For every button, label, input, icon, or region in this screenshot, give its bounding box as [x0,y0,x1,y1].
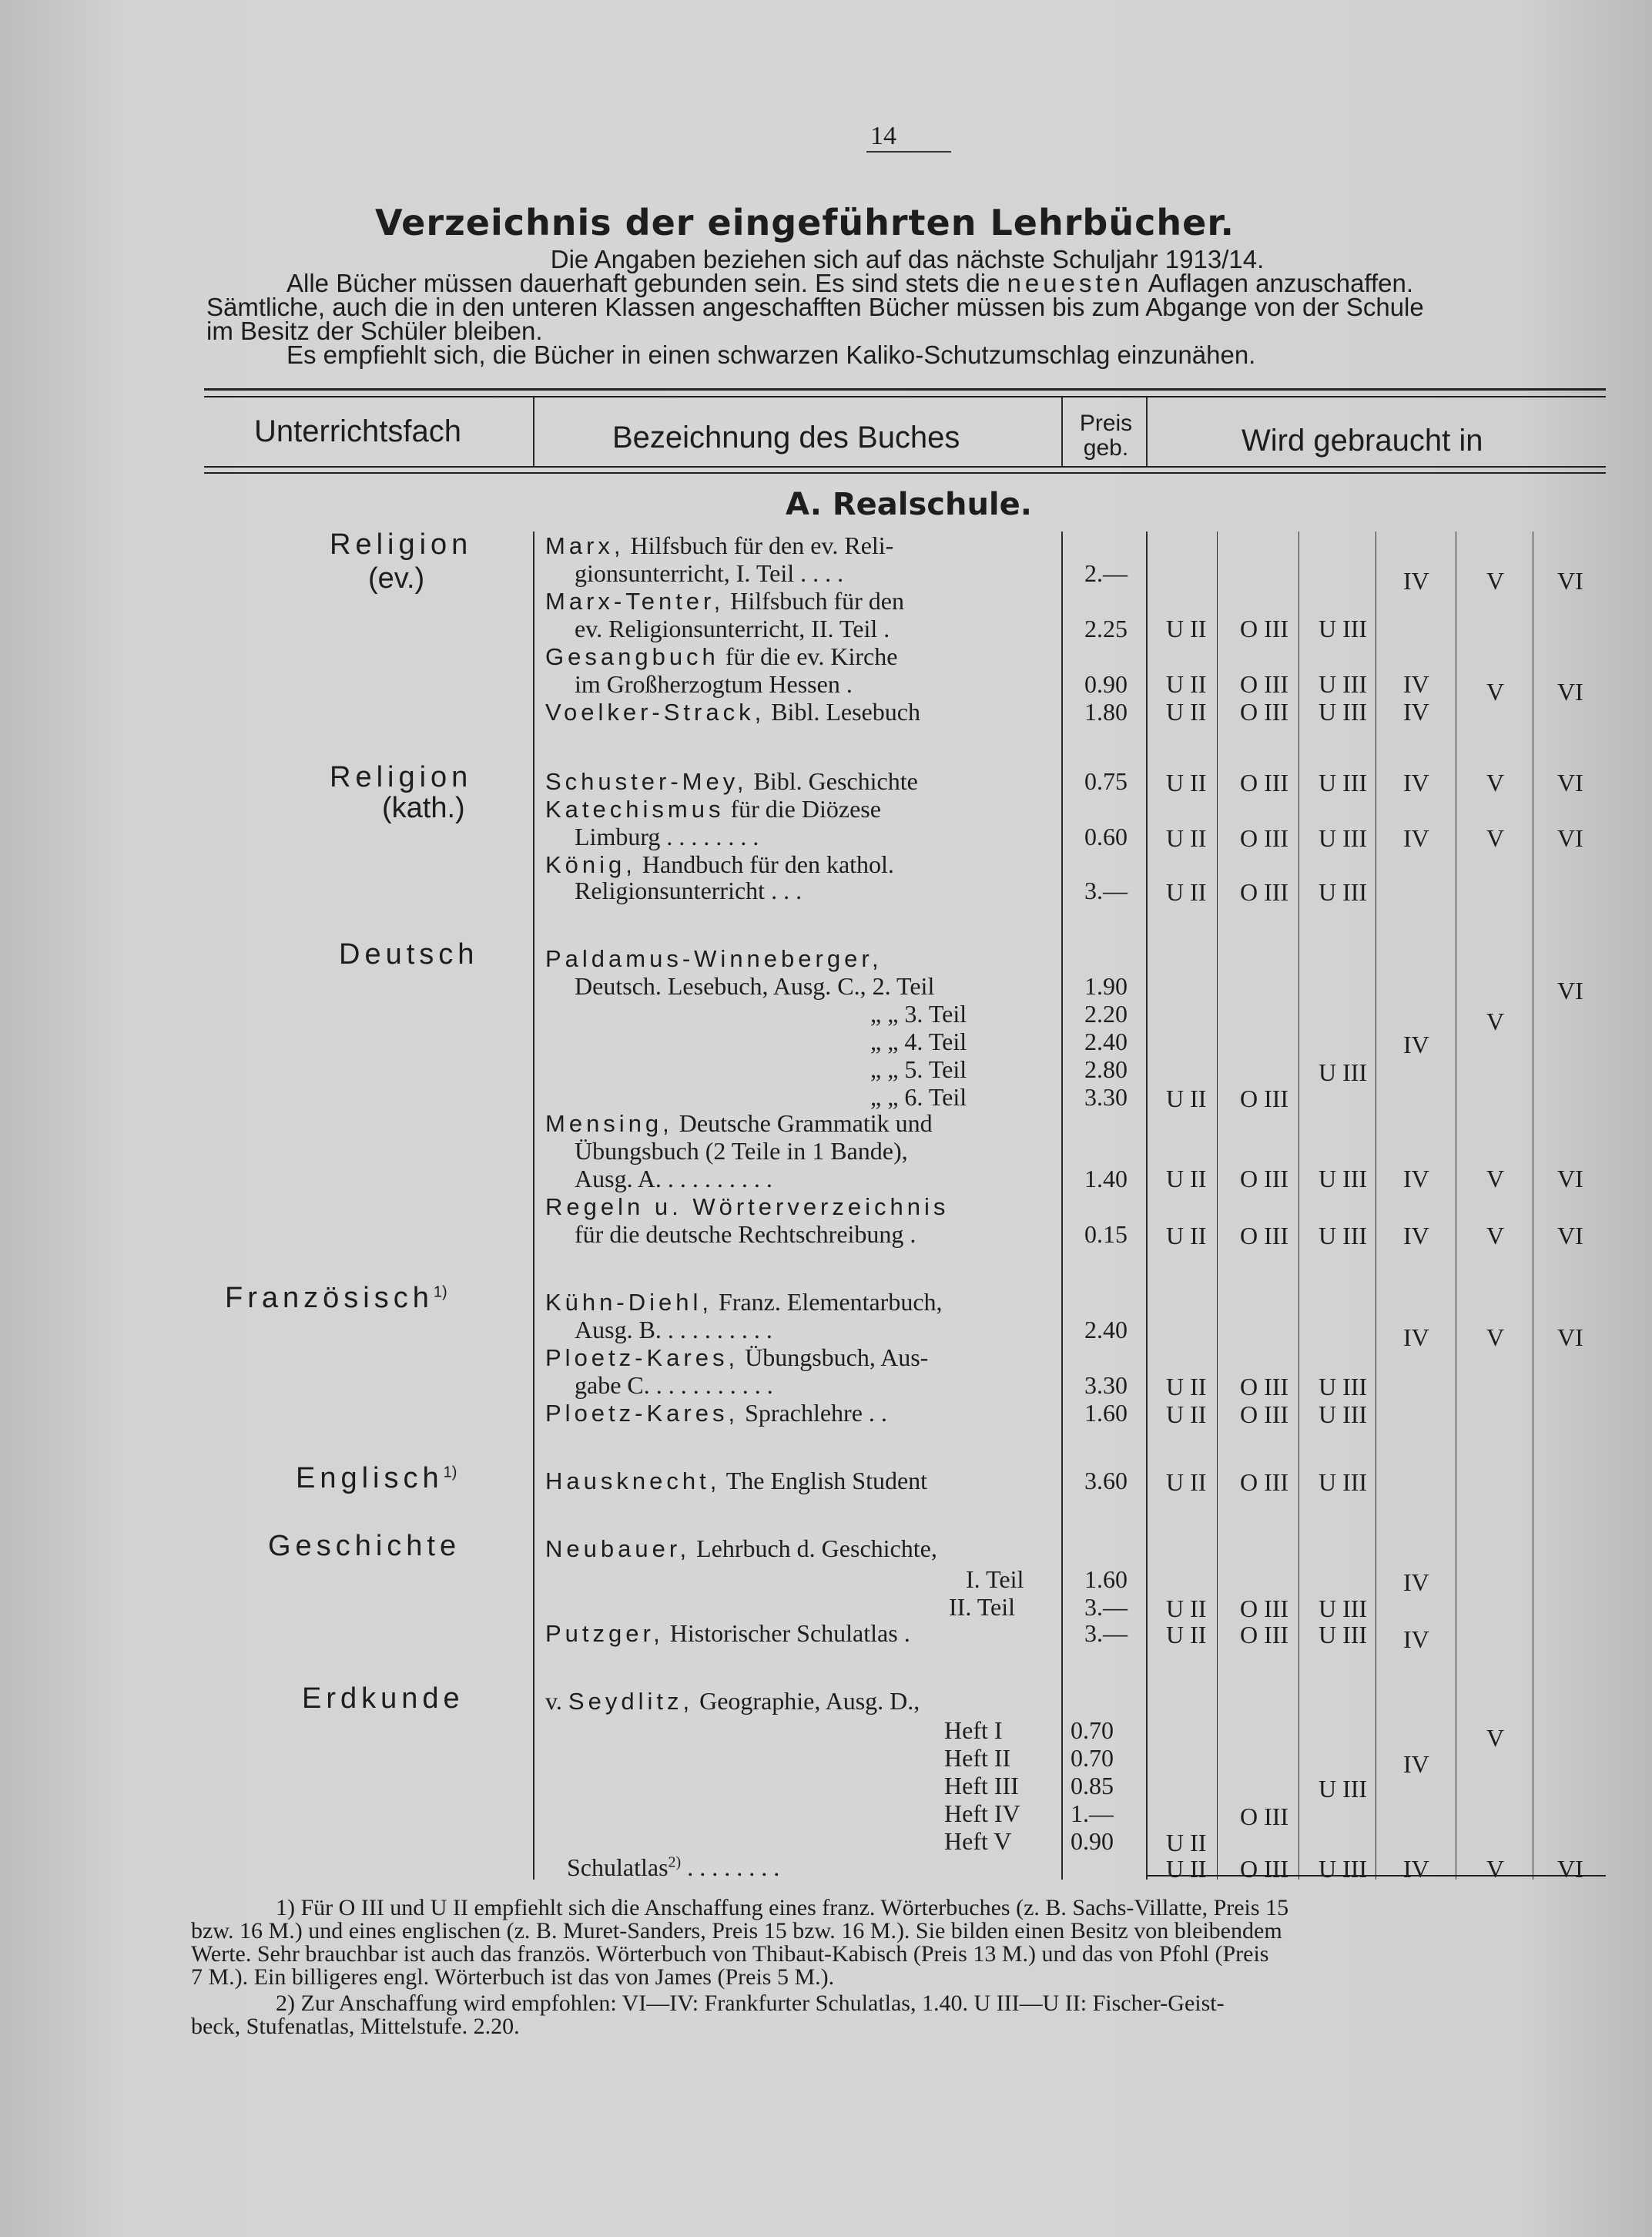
book-ploetz-kares-uebung [545,1343,928,1372]
book-marx-tenter-2: ev. Religionsunterricht, II. Teil . [575,615,890,642]
subject-englisch-sup: 1) [443,1464,457,1481]
class-iv: IV [1403,670,1429,698]
book-gesangbuch [545,642,897,671]
book-paldamus-author: Paldamus-Winneberger, [545,945,883,972]
book-putzger-title: Historischer Schulatlas . [663,1619,910,1647]
footnote-2-line-2: beck, Stufenatlas, Mittelstufe. 2.20. [191,2014,520,2039]
class-v: V [1486,1008,1505,1035]
class-uii: U II [1166,670,1207,698]
footnote-1-line-1: 1) Für O III und U II empfiehlt sich die Anschaffung eines franz. Wörterbuches (z. B. Sachs-Villatte, Preis 15 [276,1895,1289,1920]
book-marx-tenter-author: Marx-Tenter, [545,588,725,615]
class-v: V [1486,824,1505,852]
subject-franzoesisch-sup: 1) [433,1283,447,1301]
page-number: 14 [870,122,896,150]
class-iv: IV [1403,567,1429,595]
subject-englisch-text: Englisch [296,1462,444,1494]
class-uii: U II [1166,878,1207,906]
intro-line-3: Sämtliche, auch die in den unteren Klassen angeschafften Bücher müssen bis zum Abgange von der Schule [206,293,1424,321]
class-v: V [1486,1323,1505,1351]
book-putzger-author: Putzger, [545,1620,664,1647]
book-koenig-2: Religionsunterricht . . . [575,877,803,904]
price-katechismus: 0.60 [1084,823,1128,850]
header-price-2: geb. [1083,434,1129,461]
footnote-1-line-4: 7 M.). Ein billigeres engl. Wörterbuch ist das von James (Preis 5 M.). [191,1964,835,1990]
price-marx-tenter: 2.25 [1084,615,1128,642]
col-divider-subject [533,532,534,1880]
class-iv: IV [1403,769,1429,797]
class-vi: VI [1557,678,1583,706]
class-vi: VI [1557,977,1583,1004]
class-uiii: U III [1319,1595,1368,1622]
class-iv: IV [1403,824,1429,852]
page-number-rule [866,151,951,153]
header-bottom-rule [204,466,1606,468]
class-uii: U II [1166,1621,1207,1648]
col-divider-oiii [1298,532,1299,1880]
class-uii: U II [1166,824,1207,852]
price-neubauer-2: 3.— [1084,1593,1128,1621]
book-katechismus [545,795,881,823]
col-divider-book [1061,532,1063,1880]
book-ploetz-kares-uebung-title: Übungsbuch, Aus- [739,1343,929,1371]
subject-erdkunde: Erdkunde [302,1682,464,1715]
book-gesangbuch-author: Gesangbuch [545,643,719,670]
book-schuster-mey [545,767,918,796]
book-seydlitz-heft-2: Heft II [944,1744,1011,1772]
class-uiii: U III [1319,1222,1368,1249]
price-paldamus-2: 1.90 [1084,972,1128,1000]
header-subject: Unterrichtsfach [254,414,461,448]
class-oiii: O III [1240,1165,1289,1192]
price-kuehn-diehl: 2.40 [1084,1316,1128,1343]
class-iv: IV [1403,1031,1429,1058]
book-voelker-strack-title: Bibl. Lesebuch [765,698,920,726]
book-paldamus-3: „ „ 3. Teil [870,1000,967,1028]
intro-text [206,245,1608,369]
class-oiii: O III [1240,1803,1289,1830]
class-v: V [1486,678,1505,706]
col-divider-price [1146,532,1148,1880]
book-putzger [545,1619,910,1648]
price-koenig: 3.— [1084,877,1128,904]
class-iv: IV [1403,698,1429,726]
subject-deutsch: Deutsch [339,938,479,971]
book-kuehn-diehl-title: Franz. Elementarbuch, [712,1288,943,1316]
class-uii: U II [1166,1222,1207,1249]
price-paldamus-5: 2.80 [1084,1055,1128,1083]
book-regeln [545,1192,949,1221]
class-iv: IV [1403,1750,1429,1778]
class-oiii: O III [1240,1400,1289,1428]
class-oiii: O III [1240,1222,1289,1249]
footnote-1-line-2: bzw. 16 M.) und eines englischen (z. B. Muret-Sanders, Preis 15 bzw. 16 M.). Sie bilden einen Besitz von bleibendem [191,1918,1282,1944]
class-iv: IV [1403,1625,1429,1653]
book-mensing-title: Deutsche Grammatik und [672,1109,933,1137]
class-uiii: U III [1319,615,1368,642]
book-seydlitz-heft-4: Heft IV [944,1799,1020,1827]
class-uii: U II [1166,769,1207,797]
subject-religion-kath: Religion [330,761,473,793]
class-uiii: U III [1319,1400,1368,1428]
book-koenig [545,850,894,879]
book-ploetz-kares-sprach-title: Sprachlehre . . [739,1399,887,1427]
class-oiii: O III [1240,615,1289,642]
book-kuehn-diehl [545,1288,943,1316]
header-book: Bezeichnung des Buches [612,421,960,454]
book-marx-tenter-title: Hilfsbuch für den [724,587,904,615]
class-oiii: O III [1240,1595,1289,1622]
book-mensing-3: Ausg. A. . . . . . . . . . [575,1165,772,1192]
header-divider-2 [1061,397,1063,468]
intro-line-5: Es empfiehlt sich, die Bücher in einen schwarzen Kaliko-Schutzumschlag einzunähen. [287,340,1256,369]
book-seydlitz-heft-5: Heft V [944,1827,1012,1855]
book-gesangbuch-title: für die ev. Kirche [719,642,898,670]
book-neubauer-author: Neubauer, [545,1535,691,1562]
class-v: V [1486,1724,1505,1752]
header-price [1067,411,1144,460]
price-putzger: 3.— [1084,1619,1128,1647]
subject-religion-kath-2: (kath.) [382,792,465,824]
class-iv: IV [1403,1568,1429,1596]
class-iv: IV [1403,1323,1429,1351]
class-vi: VI [1557,1855,1583,1883]
class-uii: U II [1166,615,1207,642]
book-seydlitz-heft-1: Heft I [944,1716,1003,1744]
book-seydlitz-heft-3: Heft III [944,1772,1019,1799]
book-seydlitz-pre: v. [545,1687,568,1715]
section-title: A. Realschule. [786,487,1032,522]
book-hausknecht [545,1467,927,1495]
class-oiii: O III [1240,1373,1289,1400]
price-mensing: 1.40 [1084,1165,1128,1192]
book-ploetz-kares-sprach [545,1399,887,1427]
price-seydlitz-3: 0.85 [1071,1772,1114,1799]
book-neubauer-3: II. Teil [949,1593,1016,1621]
class-vi: VI [1557,1165,1583,1192]
table-bottom-rule [1146,1875,1606,1876]
book-kuehn-diehl-2: Ausg. B. . . . . . . . . . [575,1316,772,1343]
class-vi: VI [1557,769,1583,797]
book-neubauer-title: Lehrbuch d. Geschichte, [690,1534,937,1562]
price-seydlitz-1: 0.70 [1071,1716,1114,1744]
class-uiii: U III [1319,1058,1368,1086]
footnote-1 [191,1897,1631,1989]
book-regeln-author: Regeln u. Wörterverzeichnis [545,1193,950,1220]
header-divider-1 [533,397,534,468]
class-oiii: O III [1240,1085,1289,1112]
subject-religion-ev: Religion [330,528,473,561]
price-ploetz-kares-sprach: 1.60 [1084,1399,1128,1427]
book-koenig-author: König, [545,851,636,878]
class-uiii: U III [1319,1165,1368,1192]
book-paldamus-6: „ „ 6. Teil [870,1083,967,1111]
book-kuehn-diehl-author: Kühn-Diehl, [545,1289,712,1316]
book-marx-author: Marx, [545,532,625,559]
price-marx: 2.— [1084,559,1128,587]
header-used: Wird gebraucht in [1242,424,1483,458]
intro-line-2-emph: neuesten [1007,269,1143,297]
book-neubauer [545,1534,937,1563]
book-mensing-2: Übungsbuch (2 Teile in 1 Bande), [575,1137,908,1165]
book-paldamus-2: Deutsch. Lesebuch, Ausg. C., 2. Teil [575,972,935,1000]
page-title: Verzeichnis der eingeführten Lehrbücher. [375,202,1235,243]
book-voelker-strack [545,698,920,726]
book-seydlitz-title: Geographie, Ausg. D., [693,1687,920,1715]
class-uiii: U III [1319,1621,1368,1648]
class-v: V [1486,1165,1505,1192]
price-hausknecht: 3.60 [1084,1467,1128,1494]
price-paldamus-4: 2.40 [1084,1028,1128,1055]
book-paldamus-4: „ „ 4. Teil [870,1028,967,1055]
subject-franzoesisch [225,1282,447,1315]
price-seydlitz-5: 0.90 [1071,1827,1114,1855]
book-marx [545,532,893,560]
class-oiii: O III [1240,1621,1289,1648]
class-oiii: O III [1240,1468,1289,1496]
book-schulatlas-dots: . . . . . . . . [687,1853,780,1881]
class-uii: U II [1166,1373,1207,1400]
class-v: V [1486,1855,1505,1883]
price-ploetz-kares-uebung: 3.30 [1084,1371,1128,1399]
price-seydlitz-4: 1.— [1071,1799,1114,1827]
book-gesangbuch-2: im Großherzogtum Hessen . [575,670,853,698]
book-paldamus [545,944,883,973]
class-oiii: O III [1240,670,1289,698]
book-hausknecht-title: The English Student [720,1467,928,1494]
col-divider-uii [1217,532,1218,1880]
book-ploetz-kares-sprach-author: Ploetz-Kares, [545,1400,739,1427]
footnote-2-line-1: 2) Zur Anschaffung wird empfohlen: VI—IV: Frankfurter Schulatlas, 1.40. U III—U II: Fischer-Geist- [276,1990,1225,2016]
subject-englisch [296,1462,457,1495]
class-uiii: U III [1319,1373,1368,1400]
header-bottom-rule-2 [204,472,1606,474]
header-divider-3 [1146,397,1148,468]
book-mensing-author: Mensing, [545,1110,673,1137]
class-oiii: O III [1240,1855,1289,1883]
book-schulatlas-sup: 2) [668,1853,682,1871]
class-uii: U II [1166,698,1207,726]
class-vi: VI [1557,1222,1583,1249]
book-marx-2: gionsunterricht, I. Teil . . . . [575,559,844,587]
class-uiii: U III [1319,769,1368,797]
class-uii: U II [1166,1829,1207,1856]
book-katechismus-author: Katechismus [545,796,725,823]
class-oiii: O III [1240,698,1289,726]
book-schulatlas-title: Schulatlas [567,1853,669,1881]
subject-religion-ev-2: (ev.) [368,562,425,595]
class-oiii: O III [1240,824,1289,852]
class-iv: IV [1403,1165,1429,1192]
class-uii: U II [1166,1400,1207,1428]
book-regeln-2: für die deutsche Rechtschreibung . [575,1220,916,1248]
class-vi: VI [1557,824,1583,852]
price-paldamus-3: 2.20 [1084,1000,1128,1028]
class-uiii: U III [1319,1468,1368,1496]
class-v: V [1486,567,1505,595]
class-oiii: O III [1240,878,1289,906]
class-uii: U II [1166,1085,1207,1112]
price-voelker-strack: 1.80 [1084,698,1128,726]
intro-line-2-c: Auflagen anzuschaffen. [1142,269,1414,297]
intro-line-2 [206,269,1608,297]
footnote-1-line-3: Werte. Sehr brauchbar ist auch das französ. Wörterbuch von Thibaut-Kabisch (Preis 13 M.) und das von Pfohl (Preis [191,1941,1269,1967]
intro-line-2-a: Alle Bücher müssen dauerhaft gebunden sein. Es sind stets die [287,269,1007,297]
class-uiii: U III [1319,878,1368,906]
class-oiii: O III [1240,769,1289,797]
book-schulatlas [567,1853,779,1882]
book-neubauer-2: I. Teil [966,1565,1024,1593]
book-marx-title: Hilfsbuch für den ev. Reli- [624,532,894,559]
price-paldamus-6: 3.30 [1084,1083,1128,1111]
class-uii: U II [1166,1468,1207,1496]
price-gesangbuch: 0.90 [1084,670,1128,698]
book-schuster-mey-author: Schuster-Mey, [545,768,748,795]
class-uii: U II [1166,1595,1207,1622]
price-schuster-mey: 0.75 [1084,767,1128,795]
class-vi: VI [1557,1323,1583,1351]
class-iv: IV [1403,1855,1429,1883]
price-regeln: 0.15 [1084,1220,1128,1248]
class-uiii: U III [1319,698,1368,726]
class-uii: U II [1166,1855,1207,1883]
header-price-1: Preis [1079,411,1133,436]
class-uiii: U III [1319,1855,1368,1883]
class-v: V [1486,1222,1505,1249]
book-voelker-strack-author: Voelker-Strack, [545,699,766,726]
class-uiii: U III [1319,1775,1368,1803]
book-hausknecht-author: Hausknecht, [545,1467,721,1494]
book-ploetz-kares-uebung-author: Ploetz-Kares, [545,1344,739,1371]
book-seydlitz-author: Seydlitz, [568,1688,694,1715]
book-seydlitz [545,1687,920,1715]
book-katechismus-title: für die Diözese [724,795,881,823]
class-uiii: U III [1319,670,1368,698]
book-katechismus-2: Limburg . . . . . . . . [575,823,759,850]
subject-geschichte: Geschichte [268,1530,461,1562]
book-paldamus-5: „ „ 5. Teil [870,1055,967,1083]
class-v: V [1486,769,1505,797]
intro-line-4: im Besitz der Schüler bleiben. [206,317,543,345]
footnote-2 [191,1992,1631,2038]
intro-line-1: Die Angaben beziehen sich auf das nächste Schuljahr 1913/14. [550,245,1265,273]
table-top-rule-2 [204,396,1606,397]
class-uiii: U III [1319,824,1368,852]
book-marx-tenter [545,587,904,615]
book-koenig-title: Handbuch für den kathol. [635,850,894,878]
class-vi: VI [1557,567,1583,595]
class-iv: IV [1403,1222,1429,1249]
class-uii: U II [1166,1165,1207,1192]
book-mensing [545,1109,933,1138]
price-neubauer-1: 1.60 [1084,1565,1128,1593]
table-top-rule [204,388,1606,391]
price-seydlitz-2: 0.70 [1071,1744,1114,1772]
subject-franzoesisch-text: Französisch [225,1282,434,1314]
book-ploetz-kares-uebung-2: gabe C. . . . . . . . . . . [575,1371,773,1399]
book-schuster-mey-title: Bibl. Geschichte [747,767,918,795]
